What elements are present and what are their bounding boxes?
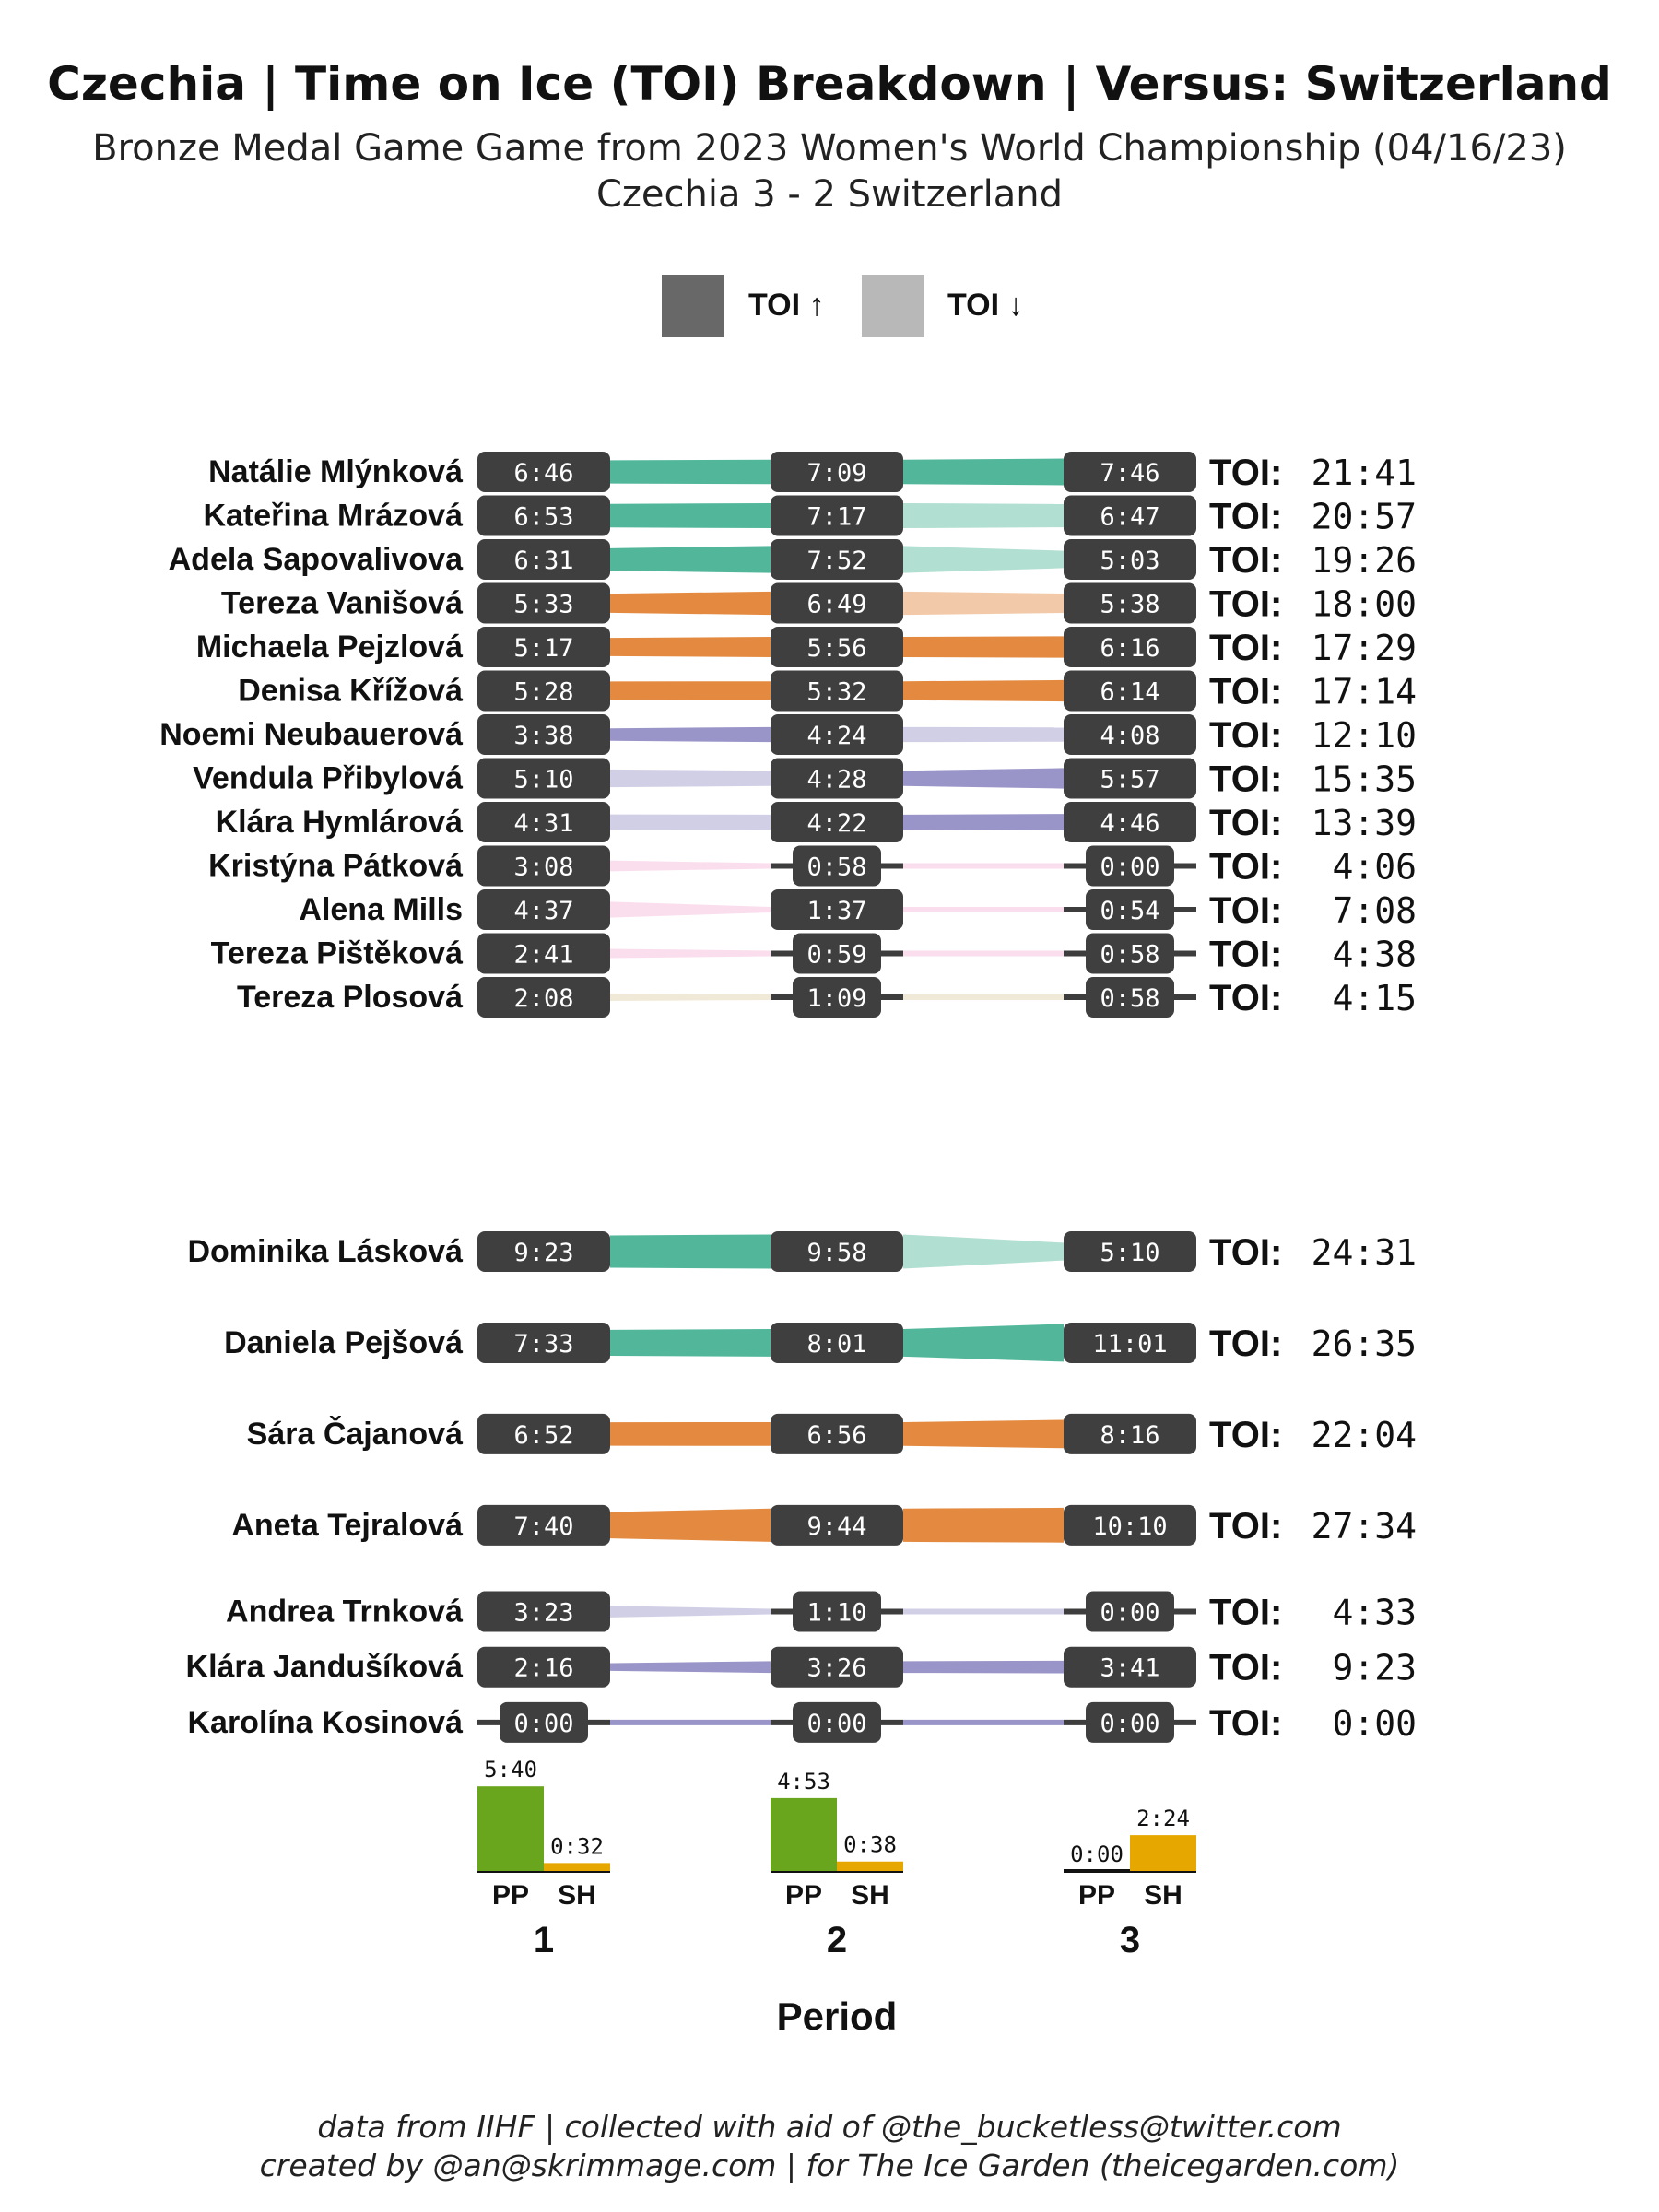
- legend-label-toi-up: TOI ↑: [748, 288, 825, 323]
- player-name-natalie-mlynkova: Natálie Mlýnková: [208, 454, 463, 489]
- toi-label-vendula-pribylova-p1: 5:10: [513, 765, 574, 794]
- category-label-sh-p1: SH: [558, 1880, 596, 1911]
- player-name-katerina-mrazova: Kateřina Mrázová: [203, 498, 463, 534]
- toi-prefix-tereza-plosova: TOI:: [1209, 978, 1283, 1018]
- flow-sara-cajanova-p2-p3: [903, 1420, 1064, 1449]
- toi-total-klara-jandusikova: 9:23: [1332, 1647, 1417, 1688]
- toi-total-noemi-neubauerova: 12:10: [1311, 715, 1417, 756]
- toi-label-klara-jandusikova-p3: 3:41: [1100, 1653, 1160, 1683]
- flow-klara-hymlarova-p1-p2: [610, 815, 771, 830]
- category-label-pp-p2: PP: [784, 1880, 823, 1911]
- period-label-2: 2: [826, 1920, 848, 1960]
- toi-prefix-aneta-tejralova: TOI:: [1209, 1505, 1283, 1547]
- toi-label-aneta-tejralova-p1: 7:40: [513, 1512, 574, 1541]
- toi-total-katerina-mrazova: 20:57: [1311, 496, 1417, 537]
- toi-label-andrea-trnkova-p1: 3:23: [513, 1598, 574, 1628]
- player-name-klara-jandusikova: Klára Jandušíková: [185, 1649, 463, 1685]
- toi-label-alena-mills-p1: 4:37: [513, 897, 574, 925]
- chart-subtitle-score: Czechia 3 - 2 Switzerland: [595, 173, 1063, 216]
- footer-source: data from IIHF | collected with aid of @the_bucketless@twitter.com: [317, 2109, 1342, 2145]
- bar-label-pp-p1: 5:40: [484, 1757, 537, 1783]
- toi-label-daniela-pejsova-p1: 7:33: [513, 1329, 574, 1359]
- toi-label-tereza-pistekova-p1: 2:41: [513, 940, 574, 970]
- toi-total-karolina-kosinova: 0:00: [1332, 1702, 1417, 1744]
- toi-label-natalie-mlynkova-p3: 7:46: [1100, 459, 1160, 488]
- player-name-daniela-pejsova: Daniela Pejšová: [224, 1324, 463, 1360]
- flow-aneta-tejralova-p2-p3: [903, 1508, 1064, 1543]
- toi-label-klara-hymlarova-p1: 4:31: [513, 809, 574, 838]
- flow-alena-mills-p2-p3: [903, 907, 1064, 912]
- toi-label-tereza-plosova-p3: 0:58: [1100, 984, 1160, 1013]
- category-label-pp-p1: PP: [491, 1880, 530, 1911]
- toi-prefix-karolina-kosinova: TOI:: [1209, 1702, 1283, 1744]
- flow-tereza-vanisova-p2-p3: [903, 592, 1064, 615]
- toi-prefix-adela-sapovalivova: TOI:: [1209, 540, 1283, 581]
- category-label-sh-p2: SH: [851, 1880, 889, 1911]
- flow-natalie-mlynkova-p2-p3: [903, 459, 1064, 486]
- toi-prefix-noemi-neubauerova: TOI:: [1209, 715, 1283, 756]
- toi-label-michaela-pejzlova-p3: 6:16: [1100, 634, 1160, 663]
- bar-label-pp-p2: 4:53: [777, 1768, 830, 1794]
- toi-total-vendula-pribylova: 15:35: [1311, 759, 1417, 800]
- player-name-adela-sapovalivova: Adela Sapovalivova: [168, 542, 463, 577]
- player-name-andrea-trnkova: Andrea Trnková: [226, 1594, 463, 1630]
- toi-prefix-katerina-mrazova: TOI:: [1209, 496, 1283, 537]
- category-label-pp-p3: PP: [1077, 1880, 1116, 1911]
- toi-prefix-sara-cajanova: TOI:: [1209, 1414, 1283, 1455]
- toi-total-aneta-tejralova: 27:34: [1311, 1505, 1417, 1547]
- toi-label-klara-hymlarova-p2: 4:22: [806, 809, 867, 838]
- toi-label-karolina-kosinova-p2: 0:00: [806, 1709, 867, 1738]
- flow-adela-sapovalivova-p2-p3: [903, 546, 1064, 572]
- flow-daniela-pejsova-p1-p2: [610, 1329, 771, 1357]
- flow-karolina-kosinova-p2-p3: [903, 1720, 1064, 1725]
- flow-andrea-trnkova-p1-p2: [610, 1606, 771, 1618]
- toi-label-dominika-laskova-p1: 9:23: [513, 1239, 574, 1267]
- period-label-1: 1: [533, 1920, 555, 1960]
- toi-total-adela-sapovalivova: 19:26: [1311, 540, 1417, 581]
- chart-subtitle-game: Bronze Medal Game Game from 2023 Women's World Championship (04/16/23): [92, 127, 1567, 170]
- flow-klara-jandusikova-p1-p2: [610, 1661, 771, 1673]
- toi-label-natalie-mlynkova-p2: 7:09: [806, 459, 867, 488]
- player-name-noemi-neubauerova: Noemi Neubauerová: [159, 717, 463, 752]
- bar-sh-p2: [837, 1862, 903, 1871]
- flow-vendula-pribylova-p1-p2: [610, 770, 771, 787]
- bar-sh-p1: [544, 1863, 610, 1871]
- toi-label-aneta-tejralova-p3: 10:10: [1092, 1512, 1168, 1541]
- toi-total-klara-hymlarova: 13:39: [1311, 803, 1417, 843]
- toi-label-klara-jandusikova-p2: 3:26: [806, 1653, 867, 1683]
- toi-total-michaela-pejzlova: 17:29: [1311, 628, 1417, 668]
- toi-label-kristyna-patkova-p1: 3:08: [513, 853, 574, 882]
- flow-tereza-vanisova-p1-p2: [610, 592, 771, 615]
- flow-sara-cajanova-p1-p2: [610, 1422, 771, 1446]
- flow-noemi-neubauerova-p1-p2: [610, 727, 771, 742]
- flow-kristyna-patkova-p2-p3: [903, 864, 1064, 869]
- toi-label-katerina-mrazova-p1: 6:53: [513, 502, 574, 532]
- toi-label-denisa-krizova-p3: 6:14: [1100, 677, 1160, 707]
- flow-aneta-tejralova-p1-p2: [610, 1509, 771, 1542]
- toi-prefix-andrea-trnkova: TOI:: [1209, 1592, 1283, 1633]
- toi-total-tereza-vanisova: 18:00: [1311, 583, 1417, 625]
- toi-total-denisa-krizova: 17:14: [1311, 671, 1417, 712]
- toi-label-noemi-neubauerova-p2: 4:24: [806, 722, 867, 750]
- toi-label-andrea-trnkova-p2: 1:10: [806, 1598, 867, 1628]
- toi-label-karolina-kosinova-p1: 0:00: [513, 1709, 574, 1738]
- toi-label-michaela-pejzlova-p1: 5:17: [513, 634, 574, 663]
- toi-label-kristyna-patkova-p2: 0:58: [806, 853, 867, 882]
- flow-klara-jandusikova-p2-p3: [903, 1661, 1064, 1674]
- toi-prefix-dominika-laskova: TOI:: [1209, 1232, 1283, 1273]
- legend-label-toi-down: TOI ↓: [947, 288, 1024, 323]
- flow-klara-hymlarova-p2-p3: [903, 814, 1064, 830]
- toi-total-sara-cajanova: 22:04: [1311, 1414, 1417, 1455]
- toi-prefix-denisa-krizova: TOI:: [1209, 671, 1283, 712]
- toi-label-denisa-krizova-p1: 5:28: [513, 677, 574, 707]
- flow-tereza-plosova-p2-p3: [903, 994, 1064, 1000]
- flow-tereza-plosova-p1-p2: [610, 994, 771, 1001]
- toi-label-natalie-mlynkova-p1: 6:46: [513, 459, 574, 488]
- toi-label-noemi-neubauerova-p1: 3:38: [513, 722, 574, 750]
- toi-prefix-daniela-pejsova: TOI:: [1209, 1323, 1283, 1364]
- flow-katerina-mrazova-p2-p3: [903, 503, 1064, 528]
- chart-title: Czechia | Time on Ice (TOI) Breakdown | Versus: Switzerland: [47, 57, 1612, 111]
- player-name-michaela-pejzlova: Michaela Pejzlová: [195, 629, 463, 665]
- flow-denisa-krizova-p2-p3: [903, 680, 1064, 701]
- toi-label-tereza-pistekova-p3: 0:58: [1100, 940, 1160, 970]
- toi-prefix-michaela-pejzlova: TOI:: [1209, 628, 1283, 668]
- category-label-sh-p3: SH: [1144, 1880, 1182, 1911]
- flow-adela-sapovalivova-p1-p2: [610, 546, 771, 572]
- toi-prefix-tereza-pistekova: TOI:: [1209, 934, 1283, 975]
- player-name-dominika-laskova: Dominika Lásková: [187, 1234, 463, 1269]
- toi-label-dominika-laskova-p2: 9:58: [806, 1239, 867, 1267]
- flow-katerina-mrazova-p1-p2: [610, 503, 771, 528]
- player-name-tereza-vanisova: Tereza Vanišová: [220, 585, 463, 621]
- flow-karolina-kosinova-p1-p2: [610, 1720, 771, 1725]
- toi-prefix-tereza-vanisova: TOI:: [1209, 583, 1283, 625]
- toi-label-tereza-plosova-p2: 1:09: [806, 984, 867, 1013]
- toi-prefix-kristyna-patkova: TOI:: [1209, 846, 1283, 888]
- toi-label-sara-cajanova-p1: 6:52: [513, 1420, 574, 1450]
- player-name-klara-hymlarova: Klára Hymlárová: [215, 805, 463, 840]
- player-name-denisa-krizova: Denisa Křížová: [238, 673, 463, 709]
- flow-natalie-mlynkova-p1-p2: [610, 460, 771, 485]
- toi-label-noemi-neubauerova-p3: 4:08: [1100, 722, 1160, 750]
- toi-total-alena-mills: 7:08: [1332, 890, 1417, 931]
- toi-total-tereza-plosova: 4:15: [1332, 978, 1417, 1018]
- bar-pp-p1: [477, 1786, 544, 1871]
- flow-alena-mills-p1-p2: [610, 901, 771, 917]
- bar-pp-p2: [771, 1798, 837, 1871]
- toi-total-kristyna-patkova: 4:06: [1332, 846, 1417, 888]
- flow-noemi-neubauerova-p2-p3: [903, 727, 1064, 742]
- flow-dominika-laskova-p1-p2: [610, 1234, 771, 1268]
- toi-label-sara-cajanova-p3: 8:16: [1100, 1420, 1160, 1450]
- toi-label-aneta-tejralova-p2: 9:44: [806, 1512, 867, 1541]
- toi-label-vendula-pribylova-p2: 4:28: [806, 765, 867, 794]
- toi-label-adela-sapovalivova-p1: 6:31: [513, 547, 574, 575]
- toi-total-natalie-mlynkova: 21:41: [1311, 453, 1417, 493]
- toi-label-daniela-pejsova-p2: 8:01: [806, 1329, 867, 1359]
- toi-label-klara-hymlarova-p3: 4:46: [1100, 809, 1160, 838]
- flow-tereza-pistekova-p2-p3: [903, 951, 1064, 957]
- toi-label-tereza-vanisova-p3: 5:38: [1100, 590, 1160, 619]
- player-name-vendula-pribylova: Vendula Přibylová: [193, 760, 463, 796]
- toi-label-katerina-mrazova-p3: 6:47: [1100, 502, 1160, 532]
- flow-kristyna-patkova-p1-p2: [610, 861, 771, 872]
- toi-label-adela-sapovalivova-p3: 5:03: [1100, 547, 1160, 575]
- toi-prefix-klara-jandusikova: TOI:: [1209, 1647, 1283, 1688]
- footer-credit: created by @an@skrimmage.com | for The Ice Garden (theicegarden.com): [259, 2147, 1400, 2183]
- player-name-sara-cajanova: Sára Čajanová: [246, 1416, 463, 1452]
- toi-label-dominika-laskova-p3: 5:10: [1100, 1239, 1160, 1267]
- toi-label-daniela-pejsova-p3: 11:01: [1092, 1329, 1168, 1359]
- flow-michaela-pejzlova-p1-p2: [610, 637, 771, 657]
- flow-dominika-laskova-p2-p3: [903, 1234, 1064, 1268]
- player-name-tereza-plosova: Tereza Plosová: [236, 980, 463, 1015]
- toi-label-andrea-trnkova-p3: 0:00: [1100, 1598, 1160, 1628]
- toi-label-kristyna-patkova-p3: 0:00: [1100, 853, 1160, 882]
- toi-label-michaela-pejzlova-p2: 5:56: [806, 634, 867, 663]
- flow-tereza-pistekova-p1-p2: [610, 949, 771, 959]
- toi-label-klara-jandusikova-p1: 2:16: [513, 1653, 574, 1683]
- toi-label-karolina-kosinova-p3: 0:00: [1100, 1709, 1160, 1738]
- player-name-alena-mills: Alena Mills: [299, 892, 463, 927]
- player-name-karolina-kosinova: Karolína Kosinová: [187, 1704, 463, 1740]
- flow-daniela-pejsova-p2-p3: [903, 1324, 1064, 1361]
- player-name-aneta-tejralova: Aneta Tejralová: [231, 1507, 463, 1543]
- toi-label-alena-mills-p2: 1:37: [806, 897, 867, 925]
- flow-michaela-pejzlova-p2-p3: [903, 636, 1064, 657]
- toi-label-denisa-krizova-p2: 5:32: [806, 677, 867, 707]
- toi-label-tereza-vanisova-p1: 5:33: [513, 590, 574, 619]
- x-axis-title: Period: [776, 1994, 898, 2038]
- toi-prefix-klara-hymlarova: TOI:: [1209, 803, 1283, 843]
- player-name-kristyna-patkova: Kristýna Pátková: [208, 848, 463, 884]
- period-label-3: 3: [1119, 1920, 1141, 1960]
- bar-label-sh-p2: 0:38: [843, 1831, 897, 1858]
- bar-label-sh-p3: 2:24: [1136, 1806, 1190, 1832]
- bar-label-sh-p1: 0:32: [550, 1833, 604, 1860]
- toi-label-tereza-vanisova-p2: 6:49: [806, 590, 867, 619]
- flow-vendula-pribylova-p2-p3: [903, 768, 1064, 788]
- toi-label-adela-sapovalivova-p2: 7:52: [806, 547, 867, 575]
- toi-label-alena-mills-p3: 0:54: [1100, 897, 1160, 925]
- player-name-tereza-pistekova: Tereza Pištěková: [210, 935, 463, 971]
- toi-prefix-vendula-pribylova: TOI:: [1209, 759, 1283, 800]
- toi-label-sara-cajanova-p2: 6:56: [806, 1420, 867, 1450]
- toi-label-katerina-mrazova-p2: 7:17: [806, 502, 867, 532]
- flow-denisa-krizova-p1-p2: [610, 681, 771, 700]
- toi-label-tereza-plosova-p1: 2:08: [513, 984, 574, 1013]
- toi-total-dominika-laskova: 24:31: [1311, 1232, 1417, 1273]
- toi-label-tereza-pistekova-p2: 0:59: [806, 940, 867, 970]
- toi-total-tereza-pistekova: 4:38: [1332, 934, 1417, 975]
- toi-label-vendula-pribylova-p3: 5:57: [1100, 765, 1160, 794]
- toi-prefix-alena-mills: TOI:: [1209, 890, 1283, 931]
- flow-andrea-trnkova-p2-p3: [903, 1609, 1064, 1615]
- bar-label-pp-p3: 0:00: [1070, 1841, 1124, 1867]
- toi-prefix-natalie-mlynkova: TOI:: [1209, 453, 1283, 493]
- bar-sh-p3: [1130, 1835, 1196, 1871]
- toi-total-andrea-trnkova: 4:33: [1332, 1592, 1417, 1633]
- toi-total-daniela-pejsova: 26:35: [1311, 1323, 1417, 1364]
